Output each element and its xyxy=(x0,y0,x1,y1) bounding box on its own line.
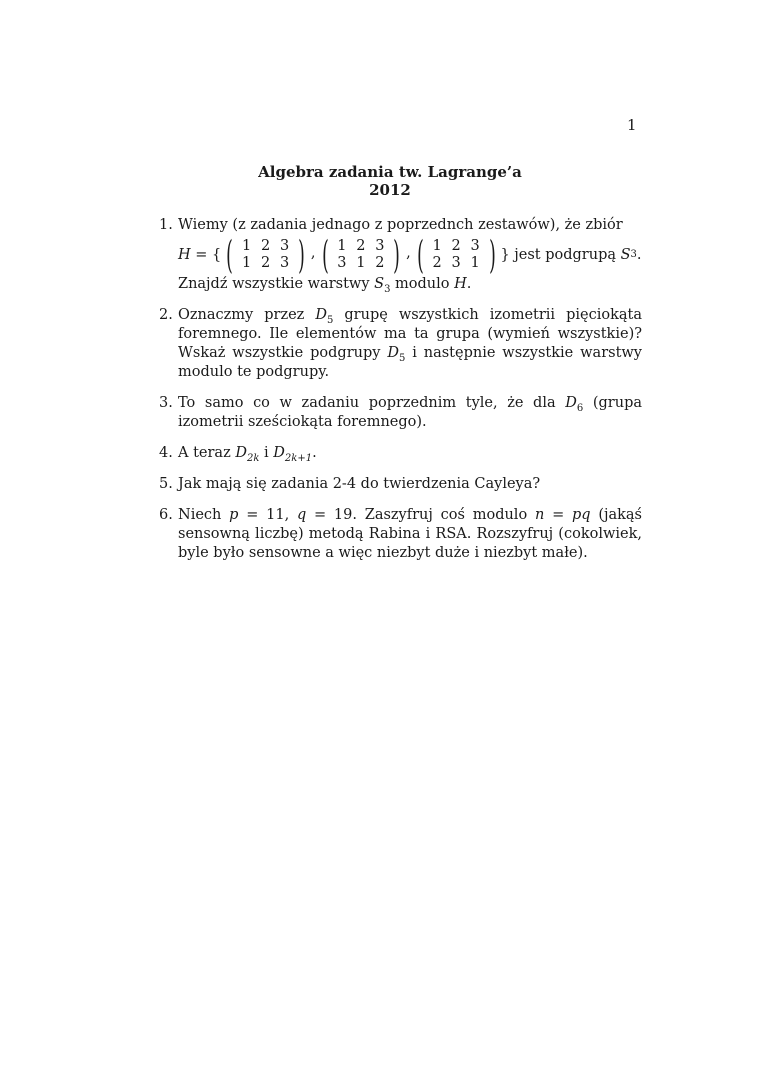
left-paren: ( xyxy=(416,233,424,277)
math-var-D: D xyxy=(273,445,285,461)
matrix-cell: 1 xyxy=(337,238,347,254)
math-var-q: q xyxy=(296,507,307,523)
problem-number: 5. xyxy=(159,476,173,492)
problem-number: 6. xyxy=(159,507,173,523)
right-paren: ) xyxy=(298,233,305,277)
problem-number: 3. xyxy=(159,395,173,411)
text-fragment: (grupa izometrii sześciokąta foremnego). xyxy=(178,395,642,430)
problem-1-set-H: H = { ( 1 2 3 1 2 3 ) , ( 1 2 3 3 1 2 ) , ( 1 2 3 2 3 1 ) } jest podgrupą S 3 . xyxy=(178,233,642,277)
subscript: 2k+1 xyxy=(284,452,313,464)
math-var-D: D xyxy=(235,445,247,461)
text-fragment: A teraz xyxy=(178,445,236,461)
subscript: 6 xyxy=(576,402,584,414)
permutation-matrix xyxy=(318,233,405,277)
matrix-cell: 1 xyxy=(432,238,442,254)
matrix-cell: 3 xyxy=(375,238,385,254)
math-var-S: S xyxy=(374,276,385,292)
document-year: 2012 xyxy=(369,181,411,199)
matrix-cell: 2 xyxy=(375,255,385,271)
set-close-text: } jest podgrupą xyxy=(500,246,621,263)
math-var-pq: pq xyxy=(571,507,591,523)
period: . xyxy=(636,246,642,263)
matrix-cell: 3 xyxy=(337,255,347,271)
subscript: 3 xyxy=(384,283,391,295)
problem-1-line3 xyxy=(178,275,642,294)
problem-number: 2. xyxy=(159,307,173,323)
text-fragment: Jak mają się zadania 2-4 do twierdzenia Cayleya? xyxy=(178,476,541,492)
subscript: 2k xyxy=(246,452,260,464)
matrix-cell: 3 xyxy=(470,238,480,254)
problem-2 xyxy=(159,306,642,382)
right-paren: ) xyxy=(393,233,401,277)
set-open: = { xyxy=(190,246,222,263)
math-var-S: S xyxy=(620,246,631,263)
text-fragment: i następnie wszystkie warstwy modulo te podgrupy. xyxy=(178,345,643,380)
comma: , xyxy=(406,245,411,261)
text-fragment: (jakąś sensowną liczbę) metodą Rabina i RSA. Rozszyfruj (cokolwiek, byle było sensowne a więc niezbyt duże i niezbyt małe). xyxy=(178,507,642,561)
text-fragment: grupę wszystkich izometrii pięciokąta foremnego. Ile elementów ma ta grupa (wymień wszystkie)? Wskaż wszystkie podgrupy xyxy=(178,307,642,361)
text-fragment: Oznaczmy przez xyxy=(178,307,316,323)
text-fragment: modulo xyxy=(390,276,455,292)
period: . xyxy=(466,276,472,292)
matrix-cell: 3 xyxy=(279,255,290,271)
matrix-cell: 3 xyxy=(279,238,290,254)
matrix-cell: 1 xyxy=(241,255,252,271)
text-fragment: To samo co w zadaniu poprzednim tyle, że dla xyxy=(178,395,566,411)
math-var-D: D xyxy=(565,395,577,411)
text-fragment: = xyxy=(544,507,572,523)
problem-6 xyxy=(159,506,642,563)
problem-3 xyxy=(159,394,642,432)
matrix-cell: 2 xyxy=(260,255,271,271)
problem-5 xyxy=(159,475,642,494)
matrix-cell: 1 xyxy=(470,255,480,271)
text-fragment: i xyxy=(259,445,274,461)
math-var-D: D xyxy=(315,307,327,323)
text-fragment: Znajdź wszystkie warstwy xyxy=(178,276,375,292)
problem-1 xyxy=(159,216,642,294)
math-var-D: D xyxy=(387,345,399,361)
permutation-matrix xyxy=(222,233,309,277)
matrix-cell: 2 xyxy=(451,238,461,254)
permutation-matrix xyxy=(413,233,500,277)
right-paren: ) xyxy=(488,233,496,277)
matrix-cell: 2 xyxy=(260,238,271,254)
matrix-cell: 3 xyxy=(451,255,461,271)
left-paren: ( xyxy=(321,233,329,277)
page-number: 1 xyxy=(627,116,637,134)
math-var-p: p xyxy=(229,507,239,523)
subscript: 5 xyxy=(398,352,406,364)
comma: , xyxy=(310,245,316,261)
problem-4 xyxy=(159,444,642,463)
text-fragment: Niech xyxy=(178,507,230,523)
matrix-cell: 1 xyxy=(241,238,252,254)
matrix-cell: 2 xyxy=(432,255,442,271)
problem-1-line1: Wiemy (z zadania jednago z poprzednch zestawów), że zbiór xyxy=(178,217,623,233)
matrix-cell: 2 xyxy=(356,238,366,254)
subscript: 5 xyxy=(326,314,334,326)
problem-number: 1. xyxy=(159,217,173,233)
period: . xyxy=(312,445,317,461)
left-paren: ( xyxy=(226,233,234,277)
problem-list xyxy=(159,216,642,575)
problem-number: 4. xyxy=(159,445,173,461)
matrix-cell: 1 xyxy=(356,255,366,271)
text-fragment: = 19. Zaszyfruj coś modulo xyxy=(306,507,535,523)
text-fragment: = 11, xyxy=(238,507,297,523)
math-var-H: H xyxy=(178,246,191,263)
document-title: Algebra zadania tw. Lagrange’a xyxy=(258,163,522,181)
math-var-H: H xyxy=(454,276,467,292)
math-var-n: n xyxy=(534,507,545,523)
